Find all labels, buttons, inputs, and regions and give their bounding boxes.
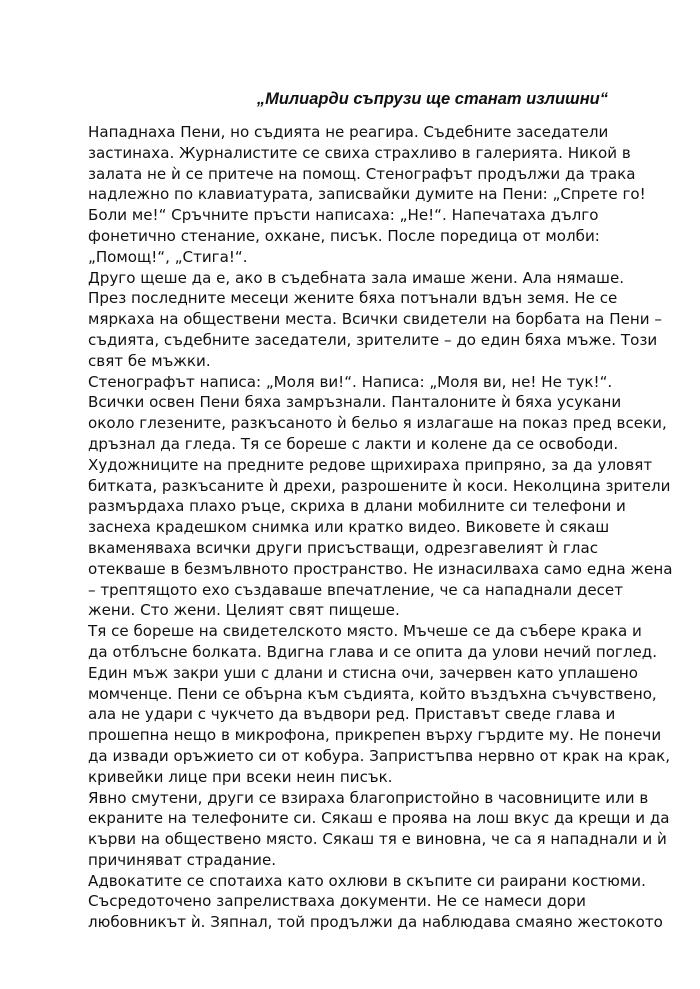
text-line: съдията, съдебните заседатели, зрителите – до един бяха мъже. Този <box>88 330 658 349</box>
text-line: Друго щеше да е, ако в съдебната зала имаше жени. Ала нямаше. <box>88 268 625 287</box>
text-line: „Помощ!“, „Стига!“. <box>88 247 248 266</box>
text-line: прошепна нещо в микрофона, прикрепен върху гърдите му. Не понечи <box>88 726 662 745</box>
text-line: вкаменяваха всички други присъстващи, одрезгавелият ѝ глас <box>88 538 599 557</box>
text-line: Съсредоточено запрелистваха документи. Не се намеси дори <box>88 892 586 911</box>
text-line: кривейки лице при всеки неин писък. <box>88 767 393 786</box>
text-line: застинаха. Журналистите се свиха страхливо в галерията. Никой в <box>88 143 631 162</box>
text-line: Адвокатите се спотаиха като охлюви в скъпите си раирани костюми. <box>88 871 646 890</box>
text-line: отекваше в безмълвното пространство. Не изнасилваха само една жена <box>88 559 673 578</box>
text-line: ала не удари с чукчето да въдвори ред. Приставът сведе глава и <box>88 705 616 724</box>
text-line: да отблъсне болката. Вдигна глава и се опита да улови нечий поглед. <box>88 642 658 661</box>
text-line: залата не ѝ се притече на помощ. Стенографът продължи да трака <box>88 164 636 183</box>
text-line: фонетично стенание, охкане, писък. После поредица от молби: <box>88 226 600 245</box>
text-line: Нападнаха Пени, но съдията не реагира. Съдебните заседатели <box>88 123 609 141</box>
text-line: дръзнал да гледа. Тя се бореше с лакти и колене да се освободи. <box>88 434 619 453</box>
text-line: кърви на обществено място. Сякаш тя е виновна, че са я нападнали и ѝ <box>88 830 667 849</box>
text-line: любовникът ѝ. Зяпнал, той продължи да наблюдава смаяно жестокото <box>88 913 663 932</box>
chapter-title: „Милиарди съпрузи ще станат излишни“ <box>256 90 608 108</box>
text-line: жени. Сто жени. Целият свят пищеше. <box>88 601 400 620</box>
text-line: – трептящото ехо създаваше впечатление, че са нападнали десет <box>88 580 623 599</box>
text-line: битката, разкъсаните ѝ дрехи, разрошените ѝ коси. Неколцина зрители <box>88 476 671 495</box>
text-line: екраните на телефоните си. Сякаш е проява на лош вкус да крещи и да <box>88 809 670 828</box>
text-line: Явно смутени, други се взираха благопристойно в часовниците или в <box>88 788 649 807</box>
text-line: През последните месеци жените бяха потънали вдън земя. Не се <box>88 289 618 308</box>
body-text <box>88 122 673 933</box>
text-line: Тя се бореше на свидетелското място. Мъчеше се да събере крака и <box>88 622 642 641</box>
text-line: около глезените, разкъсаното ѝ бельо я излагаше на показ пред всеки, <box>88 414 667 433</box>
text-line: надлежно по клавиатурата, записвайки думите на Пени: „Спрете го! <box>88 185 646 204</box>
text-line: заснеха крадешком снимка или кратко видео. Виковете ѝ сякаш <box>88 518 610 537</box>
text-line: свят бе мъжки. <box>88 351 211 370</box>
text-line: Един мъж закри уши с длани и стисна очи, зачервен като уплашено <box>88 663 639 682</box>
text-line: Стенографът написа: „Моля ви!“. Написа: „Моля ви, не! Не тук!“. <box>88 372 613 391</box>
text-line: причиняват страдание. <box>88 850 277 869</box>
text-line: Художниците на предните редове щрихираха припряно, за да уловят <box>88 455 653 474</box>
text-line: размърдаха плахо ръце, скриха в длани мобилните си телефони и <box>88 497 626 516</box>
text-line: Всички освен Пени бяха замръзнали. Панталоните ѝ бяха усукани <box>88 393 622 412</box>
text-line: мяркаха на обществени места. Всички свидетели на борбата на Пени – <box>88 310 662 329</box>
text-line: момченце. Пени се обърна към съдията, който въздъхна съчувствено, <box>88 684 657 703</box>
text-line: да извади оръжието си от кобура. Запристъпва нервно от крак на крак, <box>88 746 671 765</box>
text-line: Боли ме!“ Сръчните пръсти написаха: „Не!“. Напечатаха дълго <box>88 206 599 225</box>
